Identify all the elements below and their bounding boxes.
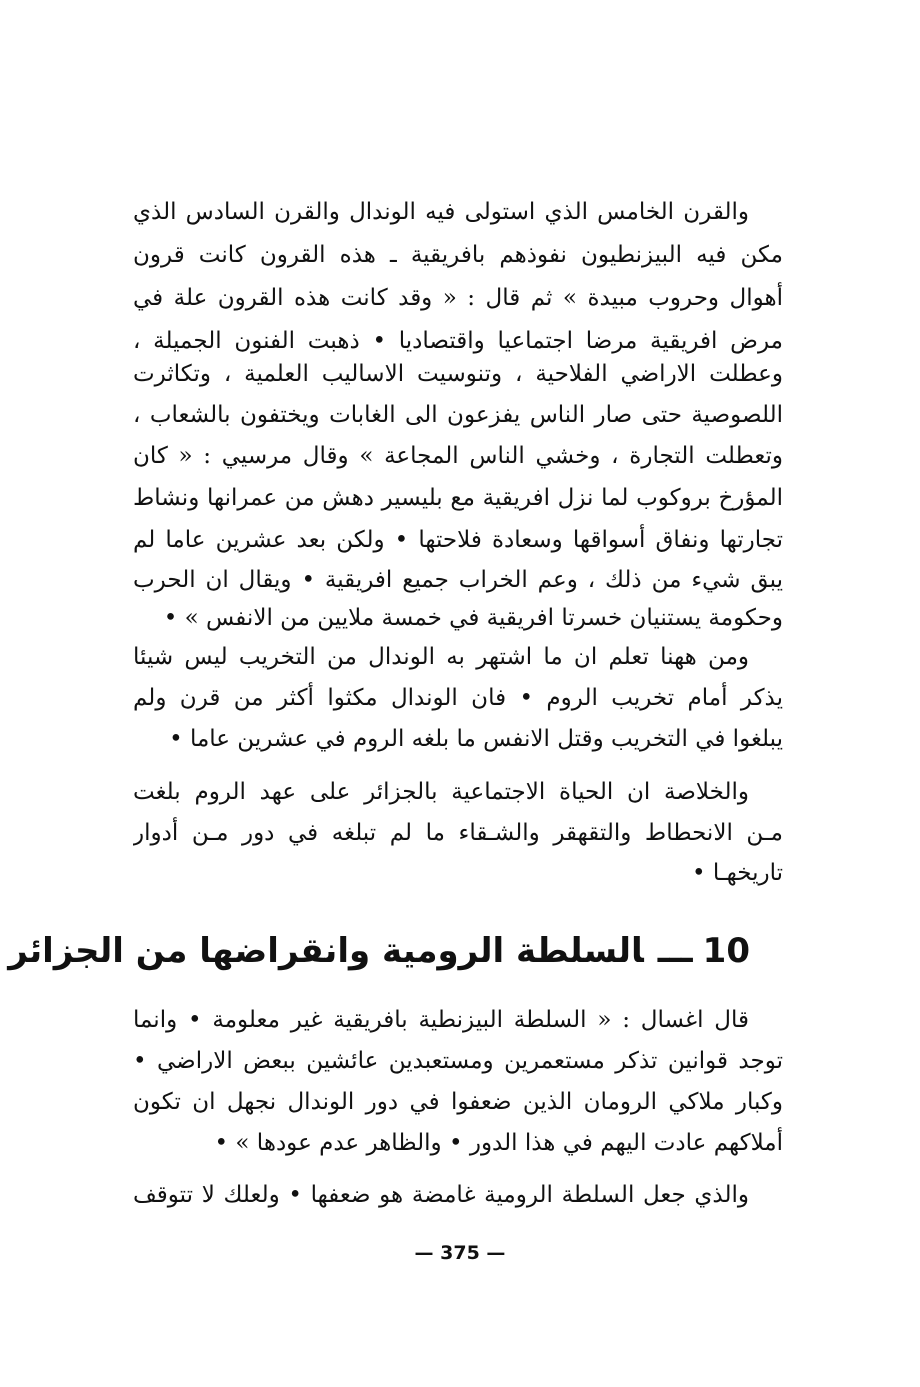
text-line: يذكر أمام تخريب الروم • فان الوندال مكثوا أكثر من قرن ولم xyxy=(133,685,783,711)
text-line: مـن الانحطاط والتقهقر والشـقاء ما لم تبلغه في دور مـن أدوار xyxy=(133,820,783,846)
text-line: قال اغسال : « السلطة البيزنطية بافريقية غير معلومة • وانما xyxy=(133,1007,749,1033)
text-line: ومن ههنا تعلم ان ما اشتهر به الوندال من التخريب ليس شيئا xyxy=(133,644,749,670)
text-line: أهوال وحروب مبيدة » ثم قال : « وقد كانت هذه القرون علة في xyxy=(133,285,783,311)
text-line: مرض افريقية مرضا اجتماعيا واقتصاديا • ذهبت الفنون الجميلة ، xyxy=(133,328,783,354)
section-title: السلطة الرومية وانقراضها من الجزائر xyxy=(8,931,644,971)
text-line: المؤرخ بروكوب لما نزل افريقية مع بليسير دهش من عمرانها ونشاط xyxy=(133,485,783,511)
text-line: وعطلت الاراضي الفلاحية ، وتنوسيت الاساليب العلمية ، وتكاثرت xyxy=(133,361,783,387)
text-line: مكن فيه البيزنطيون نفوذهم بافريقية ـ هذه القرون كانت قرون xyxy=(133,242,783,268)
text-line: وكبار ملاكي الرومان الذين ضعفوا في دور الوندال نجهل ان تكون xyxy=(133,1089,783,1115)
text-line: تاريخهـا • xyxy=(692,860,783,886)
text-line: أملاكهم عادت اليهم في هذا الدور • والظاهر عدم عودها » • xyxy=(214,1130,783,1156)
page-number: — 375 — xyxy=(414,1242,506,1264)
text-line: توجد قوانين تذكر مستعمرين ومستعبدين عائشين ببعض الاراضي • xyxy=(133,1048,783,1074)
text-line: تجارتها ونفاق أسواقها وسعادة فلاحتها • ولكن بعد عشرين عاما لم xyxy=(133,527,783,553)
text-line: والذي جعل السلطة الرومية غامضة هو ضعفها • ولعلك لا تتوقف xyxy=(133,1182,749,1208)
text-line: يبلغوا في التخريب وقتل الانفس ما بلغه الروم في عشرين عاما • xyxy=(169,726,783,752)
text-line: والقرن الخامس الذي استولى فيه الوندال والقرن السادس الذي xyxy=(133,199,749,225)
section-heading xyxy=(8,922,750,980)
text-line: وتعطلت التجارة ، وخشي الناس المجاعة » وقال مرسيي : « كان xyxy=(133,443,783,469)
text-line: يبق شيء من ذلك ، وعم الخراب جميع افريقية • ويقال ان الحرب xyxy=(133,567,783,593)
section-number: 10 xyxy=(702,931,750,971)
text-line: وحكومة يستنيان خسرتا افريقية في خمسة ملايين من الانفس » • xyxy=(163,605,783,631)
text-line: والخلاصة ان الحياة الاجتماعية بالجزائر على عهد الروم بلغت xyxy=(133,779,749,805)
section-dash: ـــ xyxy=(657,931,693,971)
text-line: اللصوصية حتى صار الناس يفزعون الى الغابات ويختفون بالشعاب ، xyxy=(133,402,783,428)
